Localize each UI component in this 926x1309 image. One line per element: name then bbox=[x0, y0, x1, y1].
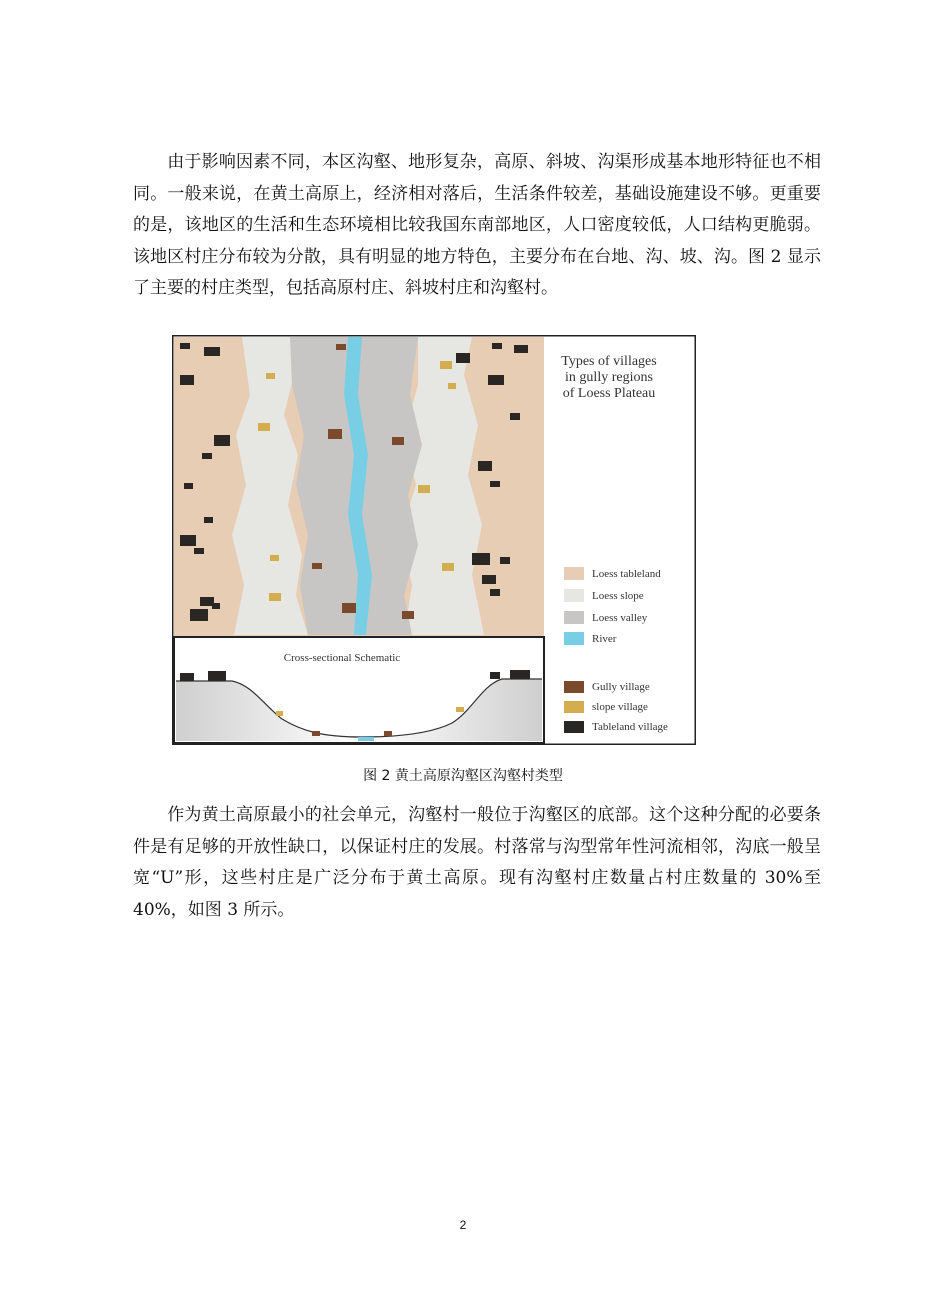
paragraph-2-text: 作为黄土高原最小的社会单元，沟壑村一般位于沟壑区的底部。这个这种分配的必要条件是有足够的开放性缺口，以保证村庄的发展。村落常与沟型常年性河流相邻，沟底一般呈宽“U”形，这些村庄是广泛分布于黄土高原。现有沟壑村庄数量占村庄数量的 30%至 40%，如图 3 所示。 bbox=[133, 805, 821, 920]
legend-swatch-gully bbox=[564, 681, 584, 693]
figure-title-line-3: of Loess Plateau bbox=[562, 386, 656, 401]
legend-swatch-tableland-village bbox=[564, 721, 584, 733]
legend-label-slope-village: slope village bbox=[592, 701, 648, 713]
figure-title-line-1: Types of villages bbox=[561, 354, 657, 369]
body-paragraph-2 bbox=[133, 800, 821, 926]
legend-label-slope: Loess slope bbox=[592, 590, 644, 602]
cross-section-river bbox=[358, 737, 374, 741]
legend-label-gully: Gully village bbox=[592, 681, 650, 693]
figure-caption: 图 2 黄土高原沟壑区沟壑村类型 bbox=[363, 768, 563, 784]
legend-swatch-river bbox=[564, 632, 584, 645]
legend-label-tableland: Loess tableland bbox=[592, 568, 661, 580]
legend-swatch-slope-village bbox=[564, 701, 584, 713]
body-paragraph-1 bbox=[133, 147, 821, 305]
figure-village-types bbox=[172, 335, 696, 745]
paragraph-1-text: 由于影响因素不同，本区沟壑、地形复杂，高原、斜坡、沟渠形成基本地形特征也不相同。一般来说，在黄土高原上，经济相对落后，生活条件较差，基础设施建设不够。更重要的是，该地区的生活和生态环境相比较我国东南部地区，人口密度较低，人口结构更脆弱。该地区村庄分布较为分散，具有明显的地方特色，主要分布在台地、沟、坡、沟。图 2 显示了主要的村庄类型，包括高原村庄、斜坡村庄和沟壑村。 bbox=[133, 152, 821, 298]
cross-section-label: Cross-sectional Schematic bbox=[283, 652, 401, 664]
legend-label-tableland-village: Tableland village bbox=[592, 721, 668, 733]
legend-label-river: River bbox=[592, 633, 617, 645]
legend-swatch-tableland bbox=[564, 567, 584, 580]
legend-swatch-valley bbox=[564, 611, 584, 624]
page-number: 2 bbox=[459, 1218, 467, 1232]
figure-title-line-2: in gully regions bbox=[565, 370, 653, 385]
village-types-map bbox=[172, 335, 696, 745]
legend-swatch-slope bbox=[564, 589, 584, 602]
legend-label-valley: Loess valley bbox=[592, 612, 648, 624]
